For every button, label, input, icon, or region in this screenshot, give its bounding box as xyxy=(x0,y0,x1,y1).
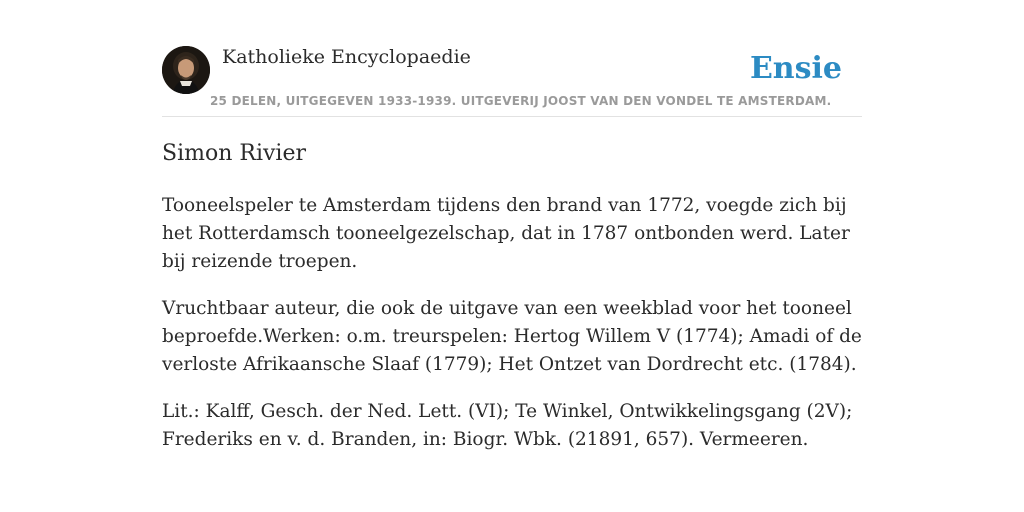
ensie-logo[interactable]: Ensie xyxy=(749,51,842,86)
entry-paragraph: Vruchtbaar auteur, die ook de uitgave van een weekblad voor het tooneel beproefde.Werken: o.m. treurspelen: Hertog Willem V (1774); Amadi of de verloste Afrikaansche Slaaf (1779); Het Ontzet van Dordrecht etc. (1784). xyxy=(162,298,862,375)
vondel-portrait-icon[interactable] xyxy=(162,46,210,94)
entry-paragraph: Tooneelspeler te Amsterdam tijdens den brand van 1772, voegde zich bij het Rotterdamsch tooneelgezelschap, dat in 1787 ontbonden werd. Later bij reizende troepen. xyxy=(162,195,850,272)
publication-header xyxy=(162,46,862,117)
entry-paragraph: Lit.: Kalff, Gesch. der Ned. Lett. (VI); Te Winkel, Ontwikkelingsgang (2V); Frederiks en v. d. Branden, in: Biogr. Wbk. (21891, 657). Vermeeren. xyxy=(162,401,853,450)
entry-title: Simon Rivier xyxy=(162,141,306,166)
publication-title[interactable]: Katholieke Encyclopaedie xyxy=(222,46,471,68)
entry-body xyxy=(162,192,867,454)
publication-subtitle: 25 DELEN, UITGEGEVEN 1933-1939. UITGEVERIJ JOOST VAN DEN VONDEL TE AMSTERDAM. xyxy=(210,94,832,108)
